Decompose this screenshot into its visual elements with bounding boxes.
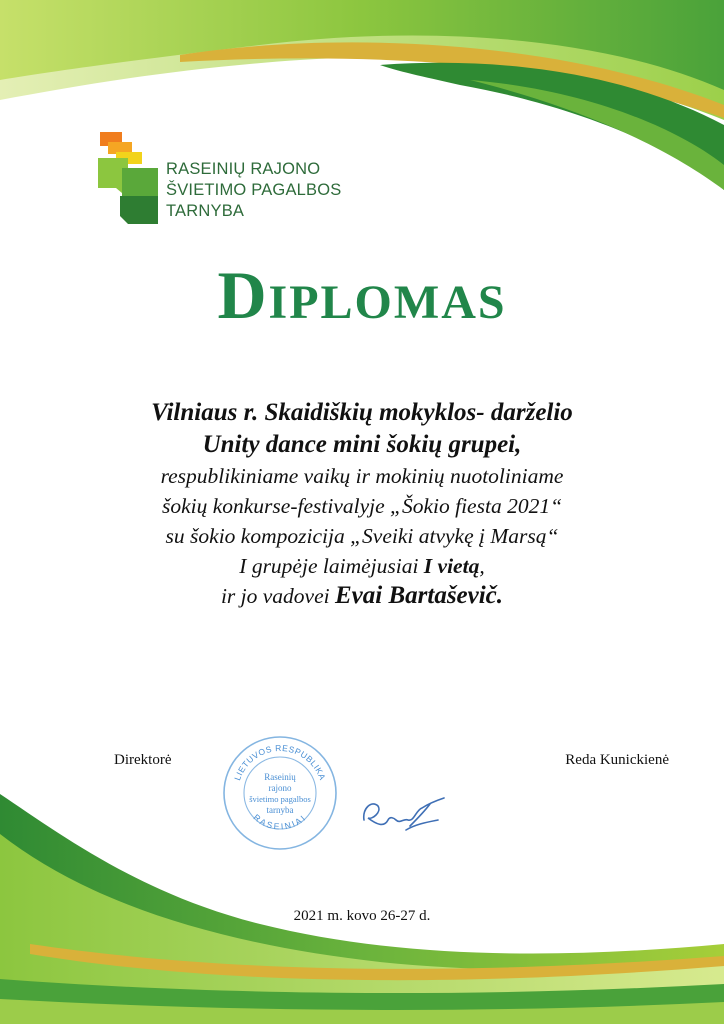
stamp-center-1: Raseinių <box>264 772 296 782</box>
leader-prefix: ir jo vadovei <box>220 584 335 608</box>
logo-line-1: RASEINIŲ RAJONO <box>166 160 321 178</box>
place-value: I vietą <box>423 554 480 578</box>
logo-line-3: TARNYBA <box>166 202 245 220</box>
logo-line-2: ŠVIETIMO PAGALBOS <box>166 181 342 199</box>
stamp-center-2: rajono <box>268 783 292 793</box>
signer-name: Reda Kunickienė <box>565 752 669 768</box>
stamp-center-4: tarnyba <box>266 805 294 815</box>
logo-text <box>166 159 341 222</box>
leader-name: Evai Bartaševič. <box>335 582 504 609</box>
stamp-ring-top: LIETUVOS RESPUBLIKA <box>232 742 328 782</box>
place-line <box>60 551 664 581</box>
logo-emblem-icon <box>98 130 160 226</box>
place-suffix: , <box>479 554 485 578</box>
stamp-ring-bottom: RASEINIAI <box>251 812 309 832</box>
leader-line <box>60 581 664 611</box>
award-date: 2021 m. kovo 26-27 d. <box>293 908 431 924</box>
handwritten-signature <box>358 790 448 835</box>
contest-line-1: respublikiniame vaikų ir mokinių nuotoliniame <box>160 464 564 488</box>
signer-role: Direktorė <box>114 752 172 768</box>
diploma-title: Diplomas <box>217 257 507 333</box>
stamp-center-3: švietimo pagalbos <box>249 794 311 804</box>
institution-line: Vilniaus r. Skaidiškių mokyklos- darželio <box>151 399 573 426</box>
composition-line: su šokio kompozicija „Sveiki atvykę į Marsą“ <box>165 524 559 548</box>
official-stamp <box>221 734 339 852</box>
contest-line-2: šokių konkurse-festivalyje „Šokio fiesta 2021“ <box>161 494 563 518</box>
award-text <box>60 397 664 611</box>
place-prefix: I grupėje laimėjusiai <box>239 554 424 578</box>
organization-logo <box>98 130 358 230</box>
group-line: Unity dance mini šokių grupei, <box>202 431 522 458</box>
